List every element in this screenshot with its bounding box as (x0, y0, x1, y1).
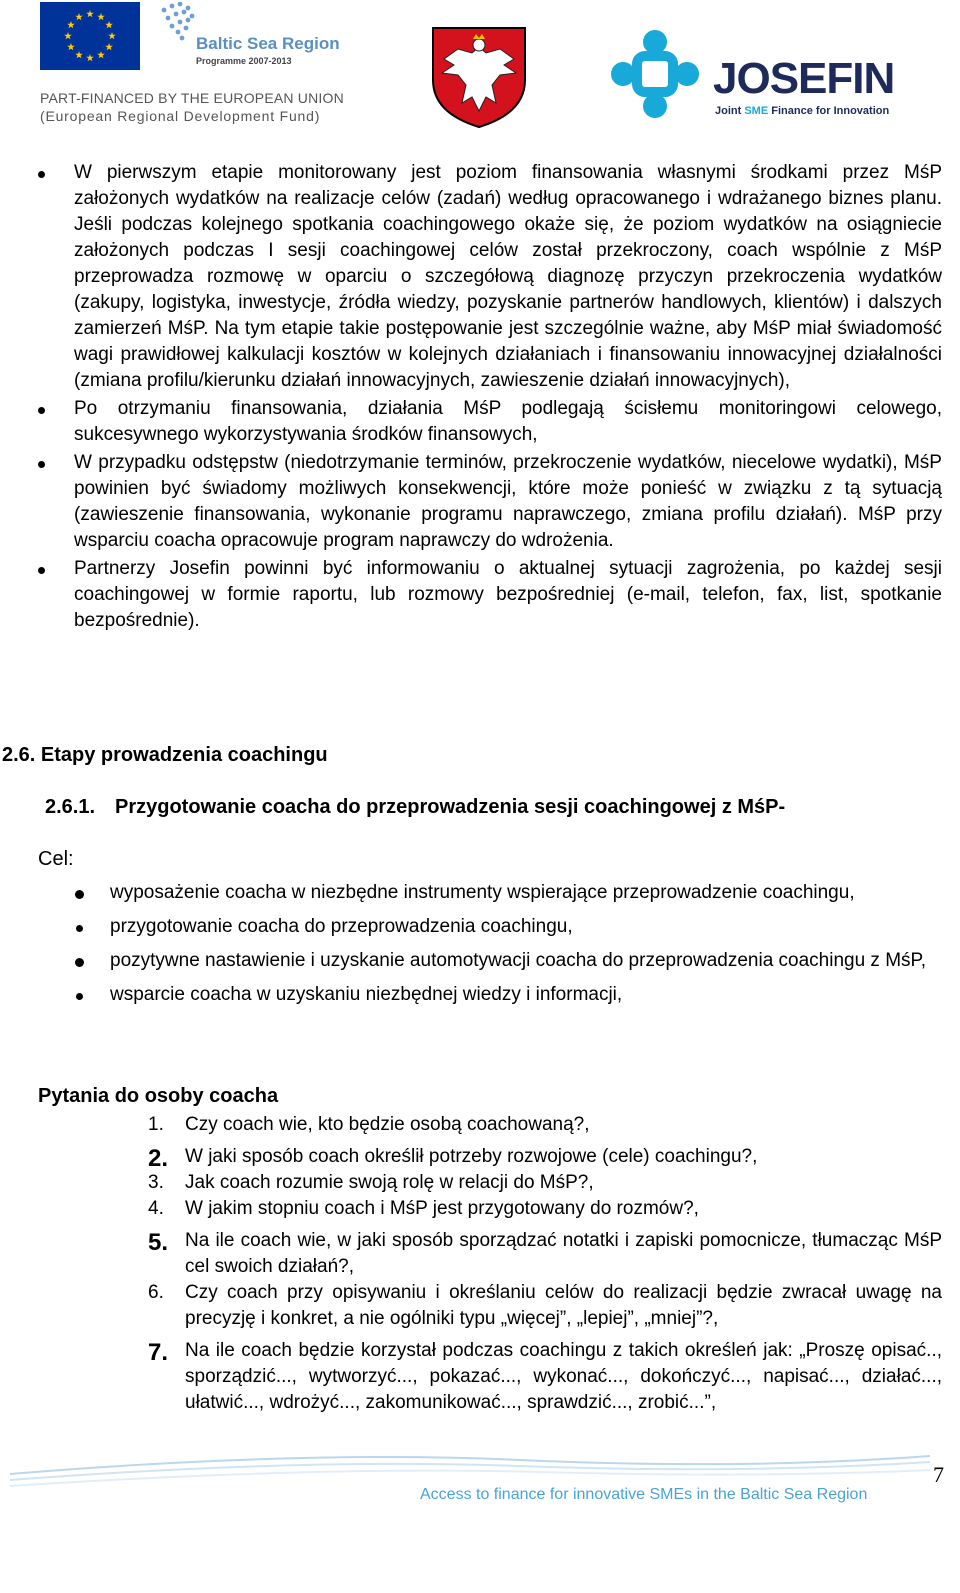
tagline-part-a: Joint (715, 105, 745, 117)
list-item-text: przygotowanie coacha do przeprowadzenia coachingu, (110, 916, 573, 937)
bsr-dot-icon (184, 26, 189, 31)
goal-label: Cel: (38, 848, 74, 870)
bsr-dot-icon (170, 4, 175, 9)
list-item-text: Po otrzymaniu finansowania, działania MśP podlegają ścisłemu monitoringowi celowego, sukcesywnego wykorzystywania środków finansowych, (74, 398, 942, 445)
bsr-dot-icon (174, 12, 179, 17)
bsr-programme: Programme 2007-2013 (196, 56, 292, 66)
bullet-icon (38, 171, 45, 178)
question-text: W jaki sposób coach określił potrzeby rozwojowe (cele) coachingu?, (185, 1146, 758, 1167)
section-heading-2-6-1 (45, 796, 785, 819)
page-footer (0, 1440, 960, 1593)
question-text: Na ile coach będzie korzystał podczas coachingu z takich określeń jak: „Proszę opisać.., sporządzić..., wytworzyć..., pokazać..., wykonać..., dokończyć..., napisać..., działać..., ułatwić..., wdrożyć..., zakomunikować..., sprawdzić..., zrobić...”, (185, 1340, 942, 1413)
eu-fund-line: (European Regional Development Fund) (40, 108, 321, 124)
bsr-dot-icon (178, 20, 183, 25)
list-item (0, 1228, 942, 1280)
goal-list-container (0, 880, 960, 1016)
question-number: 5. (148, 1229, 169, 1256)
bsr-dot-icon (180, 36, 185, 41)
list-item (0, 1280, 942, 1332)
bsr-dot-icon (186, 18, 191, 23)
question-text: W jakim stopniu coach i MśP jest przygotowany do rozmów?, (185, 1198, 699, 1219)
list-item-text: Partnerzy Josefin powinni być informowaniu o aktualnej sytuacji zagrożenia, po każdej sesji coachingowej w formie raportu, lub rozmowy bezpośredniej (e-mail, telefon, fax, list, spotkanie bezpośrednie). (74, 558, 942, 631)
tagline-part-b: SME (744, 105, 769, 117)
page-number: 7 (933, 1462, 944, 1487)
questions-list (0, 1112, 960, 1416)
list-item (0, 1196, 942, 1222)
list-item (0, 396, 942, 448)
bsr-name: Baltic Sea Region (196, 34, 340, 53)
question-number: 6. (148, 1282, 164, 1303)
bullet-icon (75, 890, 84, 899)
question-text: Na ile coach wie, w jaki sposób sporządzać notatki i zapiski pomocnicze, tłumacząc MśP cel swoich działań?, (185, 1230, 942, 1277)
questions-heading: Pytania do osoby coacha (38, 1085, 279, 1107)
tagline-part-c: Finance for Innovation (768, 105, 890, 117)
list-item (0, 1144, 942, 1170)
question-number: 7. (148, 1339, 169, 1366)
section-heading-2-6: 2.6. Etapy prowadzenia coachingu (2, 744, 328, 766)
josefin-tagline (715, 105, 889, 117)
list-item-text: pozytywne nastawienie i uzyskanie automotywacji coacha do przeprowadzenia coachingu z MśP, (110, 950, 927, 971)
document-body (0, 160, 960, 636)
list-item (0, 982, 942, 1008)
baltic-sea-region-logo (158, 2, 348, 72)
list-item (0, 450, 942, 554)
bsr-dot-icon (166, 16, 171, 21)
list-item (0, 556, 942, 634)
question-text: Czy coach przy opisywaniu i określaniu celów do realizacji będzie zwracał uwagę na precyzję i konkret, a nie ogólniki typu „więcej”, „lepiej”, „mniej”?, (185, 1282, 942, 1329)
footer-slogan: Access to finance for innovative SMEs in the Baltic Sea Region (420, 1486, 868, 1503)
question-number: 4. (148, 1198, 164, 1219)
bullet-icon (76, 993, 83, 1000)
list-item-text: W pierwszym etapie monitorowany jest poziom finansowania własnymi środkami przez MśP założonych wydatków na realizacje celów (zadań) według opracowanego i wdrażanego biznes planu. Jeśli podczas kolejnego spotkania coachingowego okaże się, że poziom wydatków na osiągniecie założonych podczas I sesji coachingowej celów został przekroczony, coach wspólnie z MśP przeprowadza rozmowę w oparciu o szczegółową diagnozę przyczyn przekroczenia wydatków (zakupy, logistyka, inwestycje, źródła wiedzy, pozyskanie partnerów handlowych, klientów) i dalszych zamierzeń MśP. Na tym etapie takie postępowanie jest szczególnie ważne, aby MśP miał świadomość wagi prawidłowej kalkulacji kosztów w kolejnych działaniach i finansowaniu innowacyjnej działalności (zmiana profilu/kierunku działań innowacyjnych, zawieszenie działań innowacyjnych), (74, 162, 942, 391)
bsr-dot-icon (170, 24, 175, 29)
question-number: 3. (148, 1172, 164, 1193)
bsr-dot-icon (190, 14, 195, 19)
question-number: 1. (148, 1114, 164, 1135)
bullet-icon (76, 925, 83, 932)
question-text: Czy coach wie, kto będzie osobą coachowaną?, (185, 1114, 590, 1135)
josefin-puzzle-icon (605, 28, 705, 118)
monitoring-bullet-list (0, 160, 960, 634)
bullet-icon (38, 461, 45, 468)
question-number: 2. (148, 1145, 169, 1172)
footer-wave-icon (0, 1440, 960, 1520)
josefin-logo (605, 28, 925, 128)
list-item (0, 914, 942, 940)
bullet-icon (75, 958, 84, 967)
bsr-dot-icon (178, 2, 183, 6)
bsr-dot-icon (186, 6, 191, 11)
list-item (0, 1170, 942, 1196)
eu-flag-icon (40, 2, 140, 70)
josefin-wordmark: JOSEFIN (713, 54, 895, 103)
list-item (0, 160, 942, 394)
bsr-dot-icon (176, 30, 181, 35)
section-title: Przygotowanie coacha do przeprowadzenia sesji coachingowej z MśP- (115, 796, 786, 818)
bullet-icon (38, 567, 45, 574)
bsr-dot-icon (162, 8, 167, 13)
list-item (0, 1338, 942, 1416)
list-item-text: W przypadku odstępstw (niedotrzymanie terminów, przekroczenie wydatków, niecelowe wydatki), MśP powinien być świadomy możliwych konsekwencji, które może ponieść w związku z tą sytuacją (zawieszenie finansowania, wykonanie programu naprawczego, zmiana profilu działań). MśP przy wsparciu coacha opracowuje program naprawczy do wdrożenia. (74, 452, 942, 551)
goal-bullet-list (0, 880, 960, 1008)
eu-partfinanced-line: PART-FINANCED BY THE EUROPEAN UNION (40, 90, 344, 106)
list-item-text: wyposażenie coacha w niezbędne instrumenty wspierające przeprowadzenie coachingu, (110, 882, 855, 903)
page-header (0, 0, 960, 140)
bullet-icon (38, 407, 45, 414)
section-number: 2.6.1. (45, 796, 96, 818)
list-item (0, 948, 942, 974)
bsr-dot-icon (182, 10, 187, 15)
wielkopolska-coat-of-arms-icon (430, 25, 528, 130)
eu-funding-block (40, 2, 344, 132)
question-text: Jak coach rozumie swoją rolę w relacji do MśP?, (185, 1172, 594, 1193)
list-item (0, 880, 942, 906)
list-item-text: wsparcie coacha w uzyskaniu niezbędnej wiedzy i informacji, (110, 984, 623, 1005)
list-item (0, 1112, 942, 1138)
